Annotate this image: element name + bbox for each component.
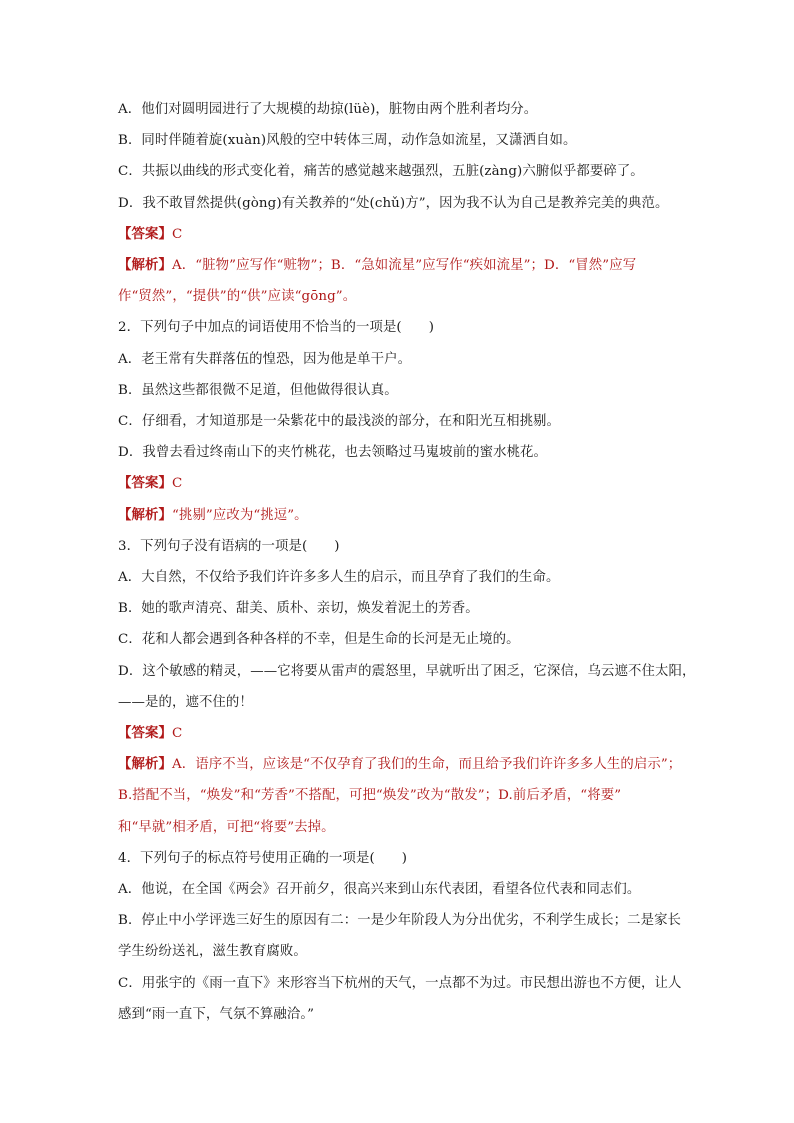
answer-value: C: [171, 476, 183, 492]
q3-answer: [118, 718, 718, 749]
answer-label: 【答案】: [118, 225, 172, 242]
answer-value: C: [171, 726, 183, 742]
q4-option-a: A．他说，在全国《两会》召开前夕，很高兴来到山东代表团，看望各位代表和同志们。: [118, 882, 641, 898]
q1-explanation: [118, 250, 718, 281]
q3-explanation: [118, 749, 718, 780]
q3-option-d-cont: ——是的，遮不住的！: [118, 694, 253, 710]
q2-stem: 2．下列句子中加点的词语使用不恰当的一项是( ): [118, 320, 435, 336]
q4-option-b-cont: 学生纷纷送礼，滋生教育腐败。: [118, 944, 307, 960]
answer-label: 【答案】: [118, 475, 172, 492]
page-content: [118, 94, 718, 1030]
explanation-label: 【解析】: [118, 756, 172, 773]
q2-explanation: [118, 500, 718, 531]
q2-answer: [118, 468, 718, 499]
q4-option-c: C．用张宇的《雨一直下》来形容当下杭州的天气，一点都不为过。市民想出游也不方便，让人: [118, 975, 682, 991]
q3-option-c: C．花和人都会遇到各种各样的不幸，但是生命的长河是无止境的。: [118, 632, 520, 648]
q1-option-a: A．他们对圆明园进行了大规模的劫掠(lüè)，脏物由两个胜利者均分。: [118, 102, 538, 117]
q3-explanation-cont2: 和“早就”相矛盾，可把“将要”去掉。: [118, 819, 335, 835]
q2-option-c: C．仔细看，才知道那是一朵紫花中的最浅淡的部分，在和阳光互相挑剔。: [118, 414, 561, 430]
q3-explanation-cont: B.搭配不当，“焕发”和“芳香”不搭配，可把“焕发”改为“散发”；D.前后矛盾，“将要”: [118, 788, 622, 804]
q2-option-a: A．老王常有失群落伍的惶恐，因为他是单干户。: [118, 351, 412, 367]
explanation-label: 【解析】: [118, 257, 172, 274]
q2-option-b: B．虽然这些都很微不足道，但他做得很认真。: [118, 382, 398, 398]
q1-explanation-cont: 作“贸然”，“提供”的“供”应读“gōng”。: [118, 289, 357, 305]
explanation-label: 【解析】: [118, 506, 172, 523]
q1-option-d: D．我不敢冒然提供(gòng)有关教养的“处(chǔ)方”，因为我不认为自己是教养完美的典范。: [118, 195, 669, 211]
q4-stem: 4．下列句子的标点符号使用正确的一项是( ): [118, 850, 408, 866]
q2-option-d: D．我曾去看过终南山下的夹竹桃花，也去领略过马嵬坡前的蜜水桃花。: [118, 445, 548, 461]
q3-option-b: B．她的歌声清亮、甜美、质朴、亲切，焕发着泥土的芳香。: [118, 601, 479, 617]
q1-option-b: B．同时伴随着旋(xuàn)风般的空中转体三周，动作急如流星，又潇洒自如。: [118, 133, 577, 149]
explanation-text: A．语序不当，应该是“不仅孕育了我们的生命，而且给予我们许许多多人生的启示”；: [171, 757, 682, 773]
explanation-text: “挑剔”应改为“挑逗”。: [171, 507, 308, 523]
q3-option-a: A．大自然，不仅给予我们许许多多人生的启示，而且孕育了我们的生命。: [118, 570, 560, 586]
q3-option-d: D．这个敏感的精灵，——它将要从雷声的震怒里，早就听出了困乏，它深信，乌云遮不住太阳，: [118, 663, 696, 679]
q1-option-c: C．共振以曲线的形式变化着，痛苦的感觉越来越强烈，五脏(zàng)六腑似乎都要碎了。: [118, 164, 644, 180]
q1-answer: [118, 219, 718, 250]
q4-option-c-cont: 感到“雨一直下，气氛不算融洽。”: [118, 1006, 315, 1022]
answer-value: C: [171, 226, 183, 242]
explanation-text: A．“脏物”应写作“赃物”；B．“急如流星”应写作“疾如流星”；D．“冒然”应写: [171, 258, 637, 274]
q3-stem: 3．下列句子没有语病的一项是( ): [118, 538, 340, 554]
q4-option-b: B．停止中小学评选三好生的原因有二：一是少年阶段人为分出优劣，不利学生成长；二是家长: [118, 913, 682, 929]
answer-label: 【答案】: [118, 725, 172, 742]
